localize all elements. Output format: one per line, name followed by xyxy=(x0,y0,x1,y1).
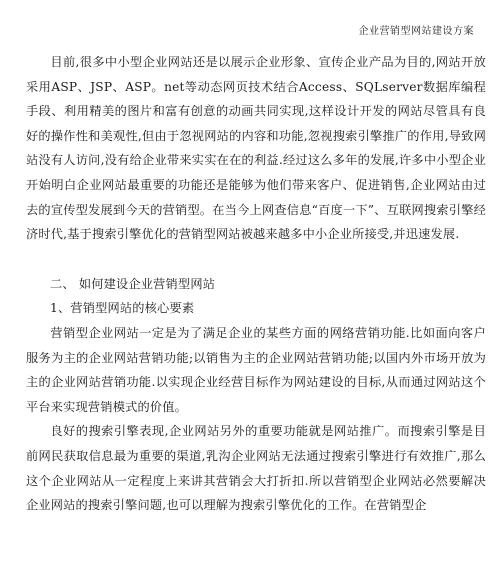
section-heading: 二、 如何建设企业营销型网站 xyxy=(50,276,216,291)
sub-heading: 1、营销型网站的核心要素 xyxy=(50,301,195,316)
running-header: 企业营销型网站建设方案 xyxy=(358,26,474,37)
intro-paragraph: 目前,很多中小型企业网站还是以展示企业形象、宣传企业产品为目的,网站开放采用ASP、JSP、ASP。net等动态网页技术结合Access、SQLserver数据库编程手段、利用精美的图片和富有创意的动画共同实现,这样设计开发的网站尽管具有良好的操作性和美观性,但由于忽视网站的内容和功能,忽视搜索引擎推广的作用,导致网站没有人访问,没有给企业带来实实在在的利益.经过这么多年的发展,许多中小型企业开始明白企业网站最重要的功能还是能够为他们带来客户、促进销售,企业网站由过去的宣传型发展到今天的营销型。在当今上网查信息“百度一下”、互联网搜索引擎经济时代,基于搜索引擎优化的营销型网站被越来越多中小企业所接受,并迅速发展. xyxy=(26,55,486,242)
paragraph-core-elements: 营销型企业网站一定是为了满足企业的某些方面的网络营销功能.比如面向客户服务为主的企业网站营销功能;以销售为主的企业网站营销功能;以国内外市场开放为主的企业网站营销功能.以实现企业经营目标作为网站建设的目标,从而通过网站这个平台来实现营销模式的价值。 xyxy=(26,325,486,414)
paragraph-gap xyxy=(26,247,486,272)
document-body xyxy=(26,50,486,518)
paragraph-search-engine: 良好的搜索引擎表现,企业网站另外的重要功能就是网站推广。而搜索引擎是目前网民获取信息最为重要的渠道,乳沟企业网站无法通过搜索引擎进行有效推广,那么这个企业网站从一定程度上来讲其营销会大打折扣.所以营销型企业网站必然要解决企业网站的搜索引擎问题,也可以理解为搜索引擎优化的工作。在营销型企 xyxy=(26,424,486,513)
